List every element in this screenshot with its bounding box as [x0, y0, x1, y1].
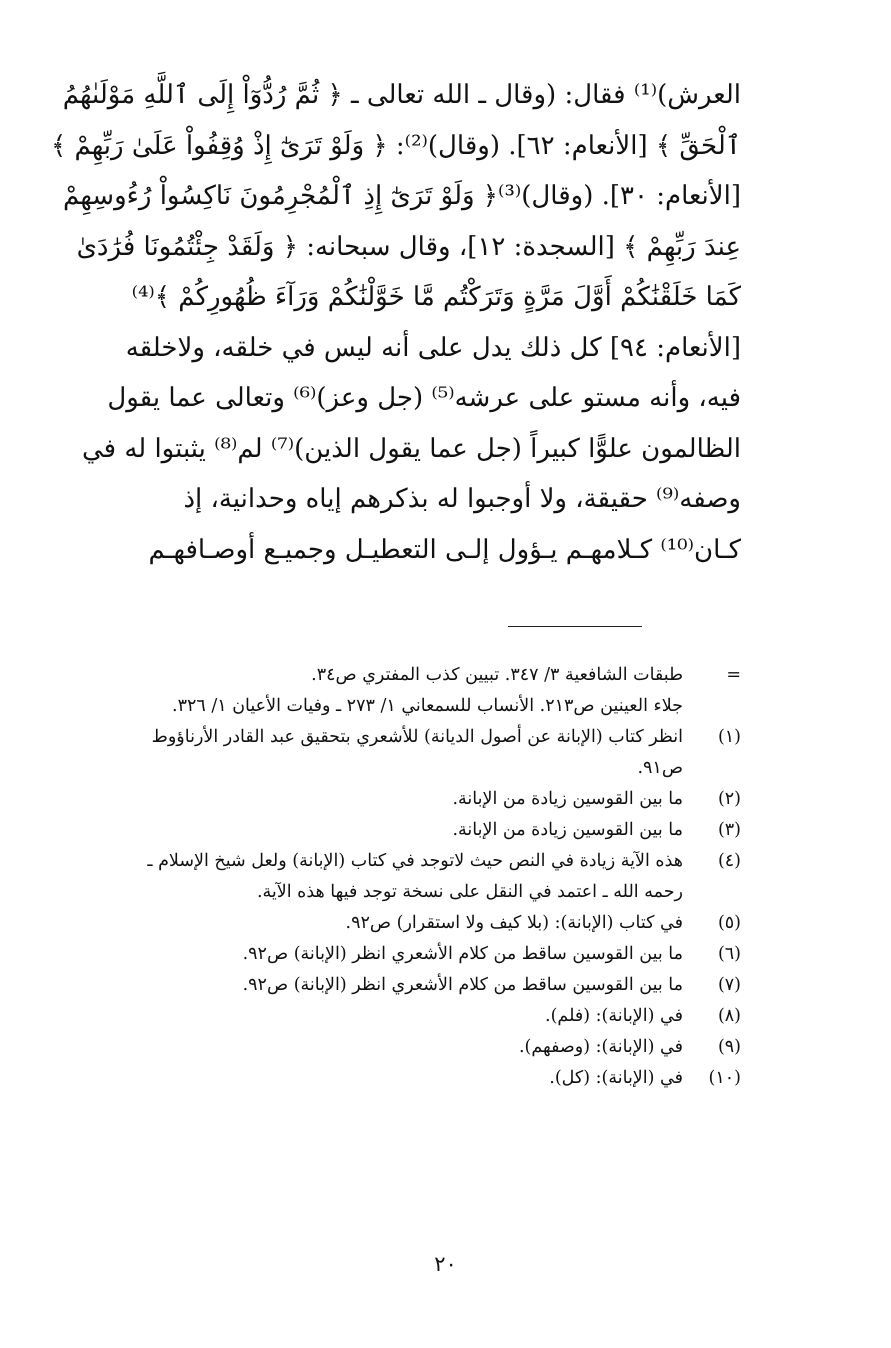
- footnote-row: [141, 753, 741, 784]
- footnote-text: في كتاب (الإبانة): (بلا كيف ولا استقرار) ص٩٢.: [345, 913, 683, 933]
- footnote-text: ما بين القوسين ساقط من كلام الأشعري انظر (الإبانة) ص٩٢.: [242, 944, 683, 964]
- main-text-line: ٱلْحَقِّ ﴾ [الأنعام: ٦٢]. (وقال)⁽²⁾: ﴿ وَلَوْ تَرَىٰٓ إِذْ وُقِفُواْ عَلَىٰ رَبِّهِمْ ﴾: [51, 130, 741, 161]
- main-text-block: [51, 70, 741, 575]
- footnote-row: [141, 660, 741, 691]
- main-text-line: [الأنعام: ٣٠]. (وقال)⁽³⁾﴿ وَلَوْ تَرَىٰٓ إِذِ ٱلْمُجْرِمُونَ نَاكِسُواْ رُءُوسِهِمْ: [63, 181, 741, 211]
- footnote-number: (٢): [717, 789, 741, 809]
- footnote-row: [141, 815, 741, 846]
- footnotes-block: [141, 660, 741, 1094]
- footnote-text: ما بين القوسين ساقط من كلام الأشعري انظر (الإبانة) ص٩٢.: [242, 975, 683, 995]
- main-text-line: الظالمون علوًّا كبيراً (جل عما يقول الذين)⁽⁷⁾ لم⁽⁸⁾ يثبتوا له في: [81, 433, 741, 464]
- footnote-text: ما بين القوسين زيادة من الإبانة.: [452, 789, 683, 809]
- main-text-line: العرش)⁽¹⁾ فقال: (وقال ـ الله تعالى ـ ﴿ ثُمَّ رُدُّوٓاْ إِلَى ٱللَّهِ مَوْلَىٰهُمُ: [62, 80, 741, 110]
- footnote-number: (٩): [717, 1037, 741, 1057]
- footnote-number: (٣): [717, 820, 741, 840]
- footnote-text: انظر كتاب (الإبانة عن أصول الديانة) للأشعري بتحقيق عبد القادر الأرناؤوط: [151, 727, 683, 747]
- footnote-row: [141, 908, 741, 939]
- footnote-text: طبقات الشافعية ٣/ ٣٤٧. تبيين كذب المفتري ص٣٤.: [311, 665, 683, 685]
- main-text-line: كَمَا خَلَقْنَٰكُمْ أَوَّلَ مَرَّةٍ وَتَرَكْتُم مَّا خَوَّلْنَٰكُمْ وَرَآءَ ظُهُورِكُمْ ﴾⁽⁴⁾: [131, 282, 741, 312]
- footnote-row: [141, 939, 741, 970]
- main-text-line: وصفه⁽⁹⁾ حقيقة، ولا أوجبوا له بذكرهم إياه وحدانية، إذ: [183, 484, 741, 514]
- footnote-row: [141, 1063, 741, 1094]
- footnote-number: =: [726, 665, 741, 685]
- main-text-line: فيه، وأنه مستو على عرشه⁽⁵⁾ (جل وعز)⁽⁶⁾ وتعالى عما يقول: [107, 383, 741, 413]
- footnote-text: ما بين القوسين زيادة من الإبانة.: [452, 820, 683, 840]
- footnote-text: جلاء العينين ص٢١٣. الأنساب للسمعاني ١/ ٢٧٣ ـ وفيات الأعيان ١/ ٣٢٦.: [171, 696, 683, 716]
- footnote-row: [141, 846, 741, 877]
- main-text-line: عِندَ رَبِّهِمْ ﴾ [السجدة: ١٢]، وقال سبحانه: ﴿ وَلَقَدْ جِئْتُمُونَا فُرَٰدَىٰ: [76, 231, 741, 262]
- footnote-row: [141, 877, 741, 908]
- footnote-row: [141, 722, 741, 753]
- footnote-number: (١٠): [708, 1068, 741, 1088]
- footnote-number: (٧): [717, 975, 741, 995]
- footnote-row: [141, 970, 741, 1001]
- footnote-text: في (الإبانة): (فلم).: [545, 1006, 683, 1026]
- footnote-text: ص٩١.: [637, 758, 683, 778]
- main-text-line: [الأنعام: ٩٤] كل ذلك يدل على أنه ليس في خلقه، ولاخلقه: [125, 332, 741, 363]
- footnote-text: هذه الآية زيادة في النص حيث لاتوجد في كتاب (الإبانة) ولعل شيخ الإسلام ـ: [147, 851, 683, 871]
- footnote-number: (٨): [717, 1006, 741, 1026]
- footnote-row: [141, 691, 741, 722]
- footnote-number: (١): [717, 727, 741, 747]
- footnote-text: في (الإبانة): (وصفهم).: [518, 1037, 683, 1057]
- footnote-row: [141, 1001, 741, 1032]
- page-number: ٢٠: [434, 1252, 457, 1276]
- footnote-number: (٦): [717, 944, 741, 964]
- footnote-row: [141, 1032, 741, 1063]
- footnote-divider: [508, 626, 642, 627]
- main-text-line: كـان⁽¹⁰⁾ كـلامهـم يـؤول إلـى التعطيـل وجميـع أوصـافهـم: [148, 534, 741, 565]
- footnote-number: (٥): [717, 913, 741, 933]
- footnote-text: في (الإبانة): (كل).: [549, 1068, 683, 1088]
- footnote-text: رحمه الله ـ اعتمد في النقل على نسخة توجد فيها هذه الآية.: [256, 882, 683, 902]
- footnote-row: [141, 784, 741, 815]
- footnote-number: (٤): [717, 851, 741, 871]
